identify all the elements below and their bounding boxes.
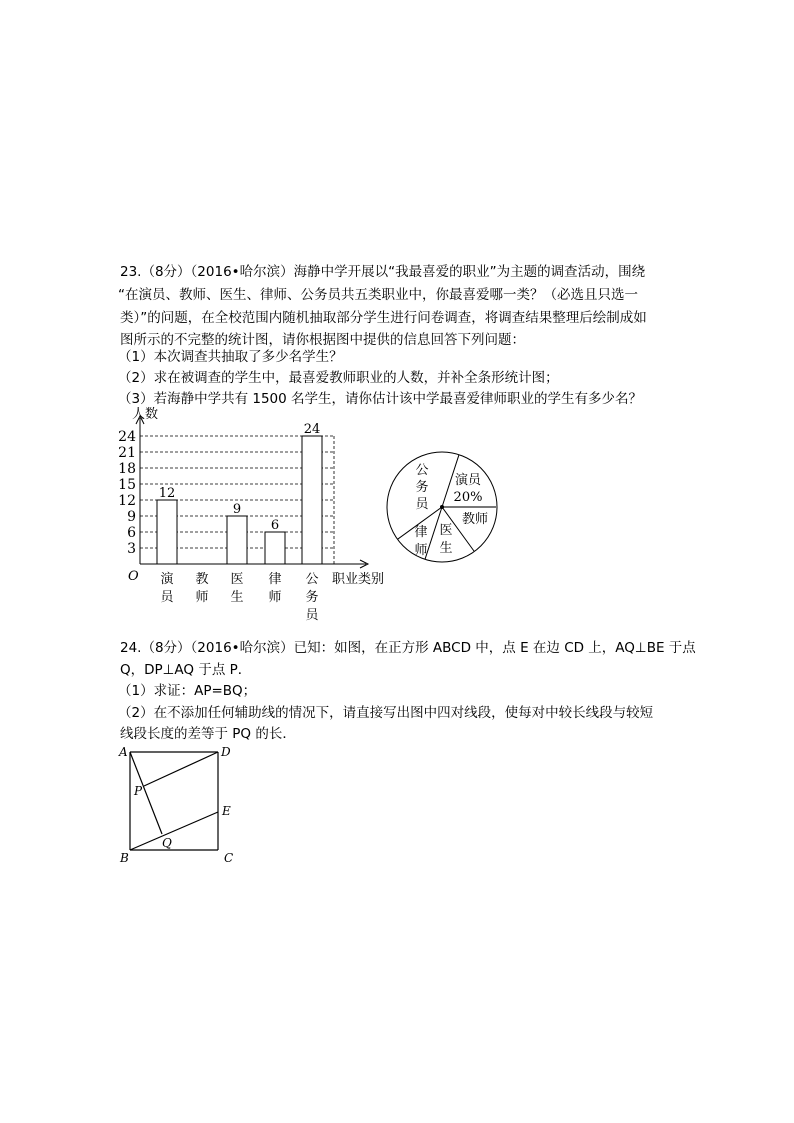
y-tick-label: 12: [118, 493, 136, 509]
pie-slice-label: 生: [439, 541, 453, 556]
q23-part2: （2）求在被调查的学生中，最喜爱教师职业的人数，并补全条形统计图；: [118, 370, 559, 386]
bar-chart: [118, 406, 384, 623]
x-axis-label: 职业类别: [332, 572, 385, 587]
x-tick-label: 医: [230, 572, 244, 587]
pie-slice-label: 医: [439, 523, 453, 538]
y-tick-label: 24: [118, 429, 136, 445]
pie-chart: [387, 452, 497, 562]
segment-BE: [130, 812, 218, 850]
q23-part3: （3）若海静中学共有 1500 名学生，请你估计该中学最喜爱律师职业的学生有多少名？: [118, 391, 643, 407]
q23-line: “在演员、教师、医生、律师、公务员共五类职业中，你最喜爱哪一类？（必选且只选一: [118, 287, 638, 303]
bar: [302, 436, 322, 564]
pie-slice-label: 员: [415, 497, 429, 512]
x-tick-label: 生: [230, 590, 244, 605]
bar: [265, 532, 285, 564]
q24-part1: （1）求证：AP=BQ；: [118, 683, 257, 699]
q24-line: 24.（8分）（2016•哈尔滨）已知：如图，在正方形 ABCD 中，点 E 在边 CD 上，AQ⊥BE 于点: [120, 640, 696, 656]
y-tick-label: 18: [118, 461, 136, 477]
x-tick-label: 公: [305, 572, 319, 587]
point-label-B: B: [120, 851, 129, 865]
point-label-C: C: [224, 851, 234, 865]
x-tick-label: 师: [195, 590, 209, 605]
bar-value-label: 24: [303, 422, 321, 437]
x-tick-label: 务: [305, 590, 319, 605]
square-figure: [118, 745, 233, 865]
pie-slice-label: 师: [414, 543, 428, 558]
y-tick-label: 21: [118, 445, 136, 461]
bar: [227, 516, 247, 564]
pie-slice-label: 务: [415, 480, 429, 495]
pie-slice-label: 教师: [461, 512, 489, 527]
pie-slice-label: 公: [415, 463, 429, 478]
point-label-Q: Q: [162, 836, 172, 850]
x-tick-label: 律: [268, 572, 282, 587]
point-label-E: E: [222, 804, 231, 818]
q24-line: 线段长度的差等于 PQ 的长．: [120, 726, 296, 742]
origin-label: O: [128, 569, 139, 584]
bar-value-label: 6: [270, 518, 280, 533]
q23-line: 图所示的不完整的统计图，请你根据图中提供的信息回答下列问题：: [120, 332, 525, 348]
q23-line: 类）”的问题，在全校范围内随机抽取部分学生进行问卷调查，将调查结果整理后绘制成如: [120, 310, 647, 326]
q23-part1: （1）本次调查共抽取了多少名学生？: [118, 349, 343, 365]
bar-value-label: 9: [232, 502, 242, 517]
x-tick-label: 师: [268, 590, 282, 605]
y-tick-label: 15: [118, 477, 136, 493]
y-tick-label: 6: [127, 525, 136, 541]
pie-slice-label: 律: [414, 525, 428, 540]
point-label-P: P: [134, 784, 143, 798]
pie-percent-label: 20%: [453, 490, 483, 505]
q23-line: 23.（8分）（2016•哈尔滨）海静中学开展以“我最喜爱的职业”为主题的调查活动，围绕: [120, 264, 646, 280]
segment-DP: [144, 752, 218, 786]
q24-part2: （2）在不添加任何辅助线的情况下，请直接写出图中四对线段，使每对中较长线段与较短: [118, 705, 654, 721]
point-label-D: D: [221, 745, 231, 759]
point-label-A: A: [119, 745, 128, 759]
y-tick-label: 3: [127, 541, 136, 557]
q24-line: Q，DP⊥AQ 于点 P．: [120, 662, 252, 678]
x-tick-label: 员: [160, 590, 174, 605]
x-tick-label: 演: [160, 572, 174, 587]
y-axis-label: 人数: [132, 407, 159, 422]
x-tick-label: 员: [305, 608, 319, 623]
pie-slice-label: 演员: [454, 473, 482, 488]
bar-value-label: 12: [158, 486, 176, 501]
bar: [157, 500, 177, 564]
pie-center: [440, 505, 444, 509]
x-tick-label: 教: [195, 572, 209, 587]
y-tick-label: 9: [127, 509, 136, 525]
